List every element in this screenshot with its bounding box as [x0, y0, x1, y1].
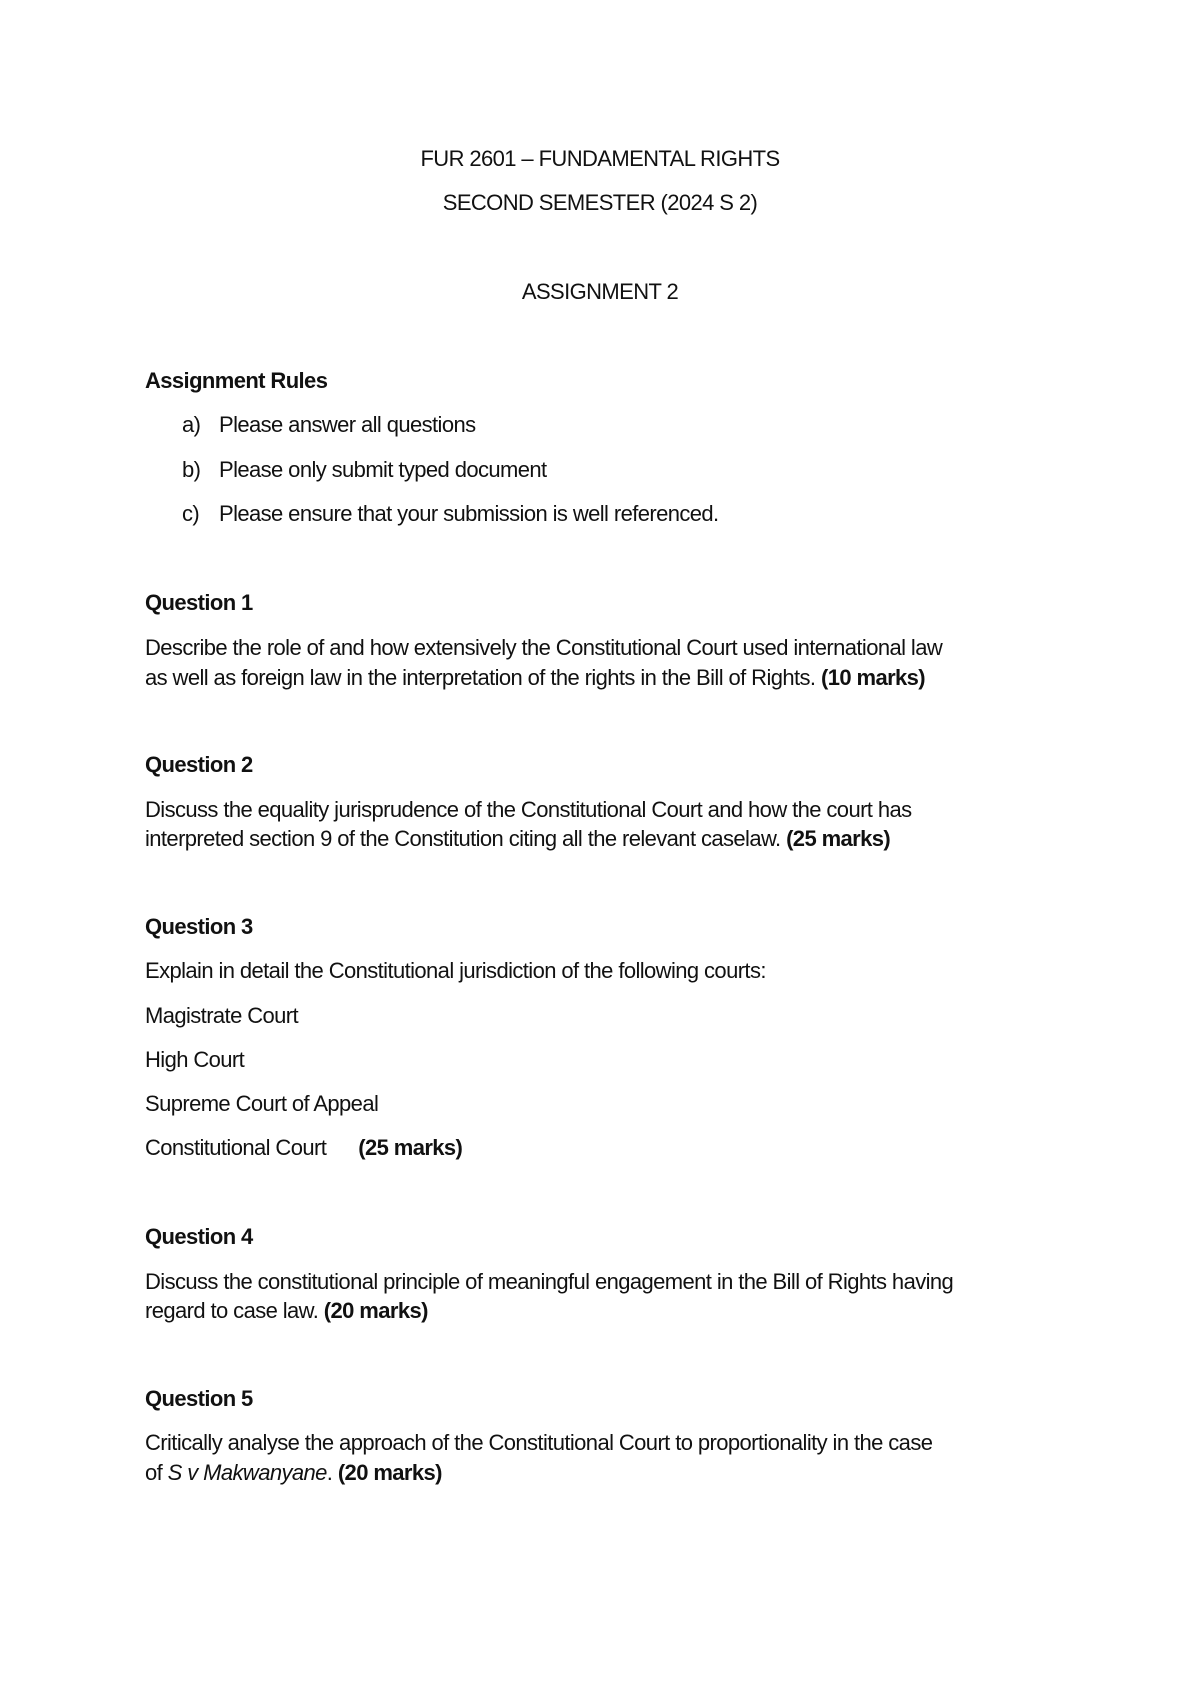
court-item: Supreme Court of Appeal [145, 1091, 379, 1116]
rule-marker: a) [182, 412, 201, 437]
question-4-marks: (20 marks) [323, 1298, 428, 1323]
rule-item [182, 456, 547, 484]
question-1-text-line-1: Describe the role of and how extensively the Constitutional Court used international law [145, 635, 943, 660]
question-1-text: as well as foreign law in the interpretation of the rights in the Bill of Rights. [145, 665, 816, 690]
question-1-text-line-2 [145, 664, 925, 692]
question-3-marks: (25 marks) [358, 1135, 463, 1160]
question-2-text-line-2 [145, 825, 890, 853]
assignment-title: ASSIGNMENT 2 [521, 279, 679, 304]
question-4-text-line-1: Discuss the constitutional principle of meaningful engagement in the Bill of Rights having [145, 1269, 954, 1294]
question-5-heading: Question 5 [145, 1386, 253, 1411]
course-title: FUR 2601 – FUNDAMENTAL RIGHTS [420, 146, 780, 171]
rule-item [182, 411, 476, 439]
question-4-text: regard to case law. [145, 1298, 319, 1323]
case-name: S v Makwanyane [167, 1460, 327, 1485]
question-5-text-line-2 [145, 1459, 442, 1487]
question-2-heading: Question 2 [145, 752, 253, 777]
question-3-intro: Explain in detail the Constitutional jurisdiction of the following courts: [145, 958, 766, 983]
question-3-heading: Question 3 [145, 914, 253, 939]
court-item-last [145, 1134, 462, 1162]
rule-text: Please only submit typed document [219, 457, 547, 482]
question-1-marks: (10 marks) [820, 665, 926, 690]
court-item: Constitutional Court [145, 1135, 327, 1160]
rule-text: Please ensure that your submission is well referenced. [219, 501, 719, 526]
rule-marker: c) [182, 501, 200, 526]
rule-text: Please answer all questions [219, 412, 476, 437]
court-item: Magistrate Court [145, 1003, 299, 1028]
rule-item [182, 500, 719, 528]
question-2-text: interpreted section 9 of the Constitution citing all the relevant caselaw. [145, 826, 781, 851]
question-5-text: of [145, 1460, 163, 1485]
rule-marker: b) [182, 457, 201, 482]
question-5-text-line-1: Critically analyse the approach of the Constitutional Court to proportionality in the case [145, 1430, 933, 1455]
question-4-text-line-2 [145, 1297, 428, 1325]
semester-line: SECOND SEMESTER (2024 S 2) [442, 190, 758, 215]
question-1-heading: Question 1 [145, 590, 253, 615]
question-2-marks: (25 marks) [786, 826, 891, 851]
question-5-marks: (20 marks) [337, 1460, 442, 1485]
question-4-heading: Question 4 [145, 1224, 253, 1249]
court-item: High Court [145, 1047, 245, 1072]
question-2-text-line-1: Discuss the equality jurisprudence of the Constitutional Court and how the court has [145, 797, 912, 822]
question-5-text-suffix: . [326, 1460, 333, 1485]
rules-heading: Assignment Rules [145, 368, 328, 393]
